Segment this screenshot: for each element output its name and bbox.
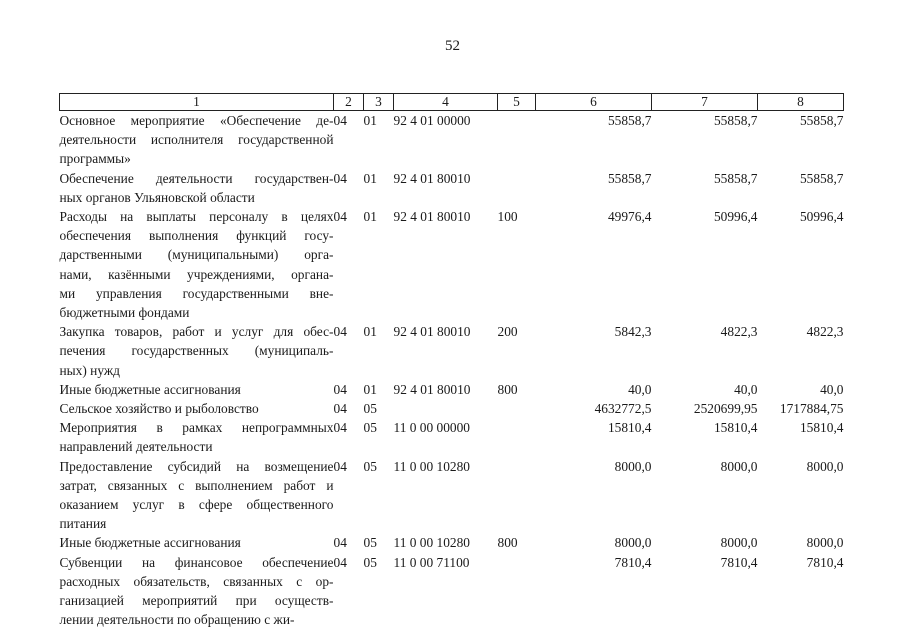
- row-cell-c7: 55858,7: [713, 113, 758, 128]
- row-cell-c6: 55858,7: [607, 113, 652, 128]
- row-cell-c8: 55858,7: [799, 113, 844, 128]
- row-name-line: программы»: [59, 151, 131, 167]
- row-name-cell: [60, 322, 334, 380]
- row-cell-c3: 05: [363, 554, 377, 570]
- header-col-6: 6: [536, 94, 652, 111]
- row-cell-c5: 100: [497, 209, 518, 225]
- row-cell-c2: 04: [333, 324, 347, 340]
- row-cell-c2: 04: [333, 209, 347, 225]
- row-cell-c6: 49976,4: [607, 209, 652, 225]
- row-cell-c5: 200: [497, 324, 518, 340]
- row-name-line: Иные бюджетные ассигнования: [59, 381, 241, 397]
- row-name-line: нами, казёнными учреждениями, органа-: [59, 266, 334, 282]
- header-col-2: 2: [334, 94, 364, 111]
- row-cell-c2: 04: [333, 113, 347, 128]
- row-name-line: Расходы на выплаты персоналу в целях: [59, 209, 334, 225]
- row-cell-c4: 11 0 00 10280: [393, 458, 470, 474]
- table-header: [60, 94, 844, 111]
- row-cell-c7: 4822,3: [720, 324, 758, 340]
- row-cell-c5: 800: [497, 381, 518, 397]
- row-name-line: ных органов Ульяновской области: [59, 189, 255, 205]
- row-name-line: ных) нужд: [59, 362, 120, 378]
- row-name-line: питания: [59, 516, 107, 532]
- row-cell-c4: 11 0 00 10280: [393, 535, 470, 551]
- row-name-line: печения государственных (муниципаль-: [59, 343, 334, 359]
- row-cell-c2: 04: [333, 381, 347, 397]
- row-name-line: направлений деятельности: [59, 439, 213, 455]
- row-name-line: Мероприятия в рамках непрограммных: [59, 420, 334, 436]
- table-row: [60, 111, 844, 169]
- row-cell-c4: [394, 399, 498, 418]
- table-row: [60, 553, 844, 630]
- header-col-1: 1: [60, 94, 334, 111]
- row-cell-c6: 5842,3: [614, 324, 652, 340]
- row-name-line: бюджетными фондами: [59, 305, 190, 321]
- row-cell-c3: 01: [363, 324, 377, 340]
- row-cell-c6: 15810,4: [607, 420, 652, 436]
- row-cell-c3: 05: [363, 420, 377, 436]
- header-col-8: 8: [758, 94, 844, 111]
- row-cell-c4: 92 4 01 80010: [393, 381, 471, 397]
- row-cell-c8: 40,0: [820, 381, 844, 397]
- page-number: 52: [445, 38, 460, 54]
- row-cell-c7: 8000,0: [720, 458, 758, 474]
- row-cell-c5: [498, 169, 536, 207]
- table-row: [60, 418, 844, 456]
- row-name-line: Обеспечение деятельности государствен-: [59, 170, 334, 186]
- row-name-cell: [60, 380, 334, 399]
- row-cell-c8: 50996,4: [799, 209, 844, 225]
- row-name-line: оказанием услуг в сфере общественного: [59, 497, 334, 513]
- table-row: [60, 457, 844, 534]
- row-cell-c2: 04: [333, 401, 347, 417]
- row-name-line: обеспечения выполнения функций госу-: [59, 228, 334, 244]
- row-cell-c4: 92 4 01 00000: [393, 113, 471, 128]
- row-cell-c6: 40,0: [628, 381, 652, 397]
- row-cell-c7: 40,0: [734, 381, 758, 397]
- row-cell-c5: 800: [497, 535, 518, 551]
- table-row: [60, 207, 844, 322]
- row-cell-c7: 15810,4: [713, 420, 758, 436]
- budget-table: [59, 93, 844, 629]
- row-cell-c5: [498, 418, 536, 456]
- row-name-line: расходных обязательств, связанных с ор-: [59, 573, 334, 589]
- row-cell-c8: 55858,7: [799, 170, 844, 186]
- row-name-cell: [60, 111, 334, 169]
- row-name-line: Субвенции на финансовое обеспечение: [59, 554, 334, 570]
- row-cell-c5: [498, 111, 536, 169]
- row-cell-c7: 50996,4: [713, 209, 758, 225]
- row-name-line: деятельности исполнителя государственной: [59, 132, 334, 148]
- row-name-cell: [60, 169, 334, 207]
- row-cell-c3: 01: [363, 113, 377, 128]
- row-cell-c2: 04: [333, 420, 347, 436]
- row-cell-c5: [498, 399, 536, 418]
- row-cell-c6: 8000,0: [614, 458, 652, 474]
- row-cell-c4: 92 4 01 80010: [393, 170, 471, 186]
- row-cell-c3: 01: [363, 381, 377, 397]
- row-cell-c3: 01: [363, 209, 377, 225]
- row-name-line: Основное мероприятие «Обеспечение де-: [59, 113, 334, 128]
- row-name-cell: [60, 418, 334, 456]
- row-cell-c8: 15810,4: [799, 420, 844, 436]
- row-cell-c8: 7810,4: [806, 554, 844, 570]
- row-cell-c7: 7810,4: [720, 554, 758, 570]
- row-cell-c2: 04: [333, 554, 347, 570]
- row-cell-c3: 05: [363, 401, 377, 417]
- row-cell-c7: 55858,7: [713, 170, 758, 186]
- row-cell-c4: 11 0 00 00000: [393, 420, 470, 436]
- row-cell-c5: [498, 553, 536, 630]
- row-name-cell: [60, 553, 334, 630]
- row-name-line: Предоставление субсидий на возмещение: [59, 458, 334, 474]
- row-cell-c4: 92 4 01 80010: [393, 209, 471, 225]
- row-cell-c5: [498, 457, 536, 534]
- table-row: [60, 380, 844, 399]
- table-row: [60, 399, 844, 418]
- row-cell-c6: 4632772,5: [594, 401, 652, 417]
- row-cell-c7: 2520699,95: [693, 401, 758, 417]
- row-name-cell: [60, 207, 334, 322]
- table-row: [60, 169, 844, 207]
- row-cell-c7: 8000,0: [720, 535, 758, 551]
- row-cell-c8: 4822,3: [806, 324, 844, 340]
- row-cell-c2: 04: [333, 170, 347, 186]
- row-cell-c4: 11 0 00 71100: [393, 554, 470, 570]
- header-col-7: 7: [652, 94, 758, 111]
- row-cell-c6: 8000,0: [614, 535, 652, 551]
- row-cell-c8: 1717884,75: [779, 401, 844, 417]
- row-name-line: Сельское хозяйство и рыболовство: [59, 401, 259, 417]
- row-name-line: лении деятельности по обращению с жи-: [59, 612, 295, 628]
- row-cell-c8: 8000,0: [806, 458, 844, 474]
- row-name-line: Закупка товаров, работ и услуг для обес-: [59, 324, 334, 340]
- row-name-cell: [60, 457, 334, 534]
- row-name-line: ми управления государственными вне-: [59, 285, 334, 301]
- table-row: [60, 533, 844, 552]
- table-body: [60, 111, 844, 630]
- row-cell-c3: 01: [363, 170, 377, 186]
- row-cell-c3: 05: [363, 458, 377, 474]
- row-name-line: ганизацией мероприятий при осуществ-: [59, 593, 334, 609]
- row-cell-c2: 04: [333, 535, 347, 551]
- row-cell-c4: 92 4 01 80010: [393, 324, 471, 340]
- header-col-5: 5: [498, 94, 536, 111]
- header-row: [60, 94, 844, 111]
- row-cell-c8: 8000,0: [806, 535, 844, 551]
- table-row: [60, 322, 844, 380]
- row-name-line: затрат, связанных с выполнением работ и: [59, 477, 334, 493]
- row-cell-c3: 05: [363, 535, 377, 551]
- row-cell-c6: 7810,4: [614, 554, 652, 570]
- row-name-cell: [60, 399, 334, 418]
- row-name-cell: [60, 533, 334, 552]
- row-name-line: Иные бюджетные ассигнования: [59, 535, 241, 551]
- row-cell-c6: 55858,7: [607, 170, 652, 186]
- header-col-3: 3: [364, 94, 394, 111]
- row-cell-c2: 04: [333, 458, 347, 474]
- header-col-4: 4: [394, 94, 498, 111]
- row-name-line: дарственными (муниципальными) орга-: [59, 247, 334, 263]
